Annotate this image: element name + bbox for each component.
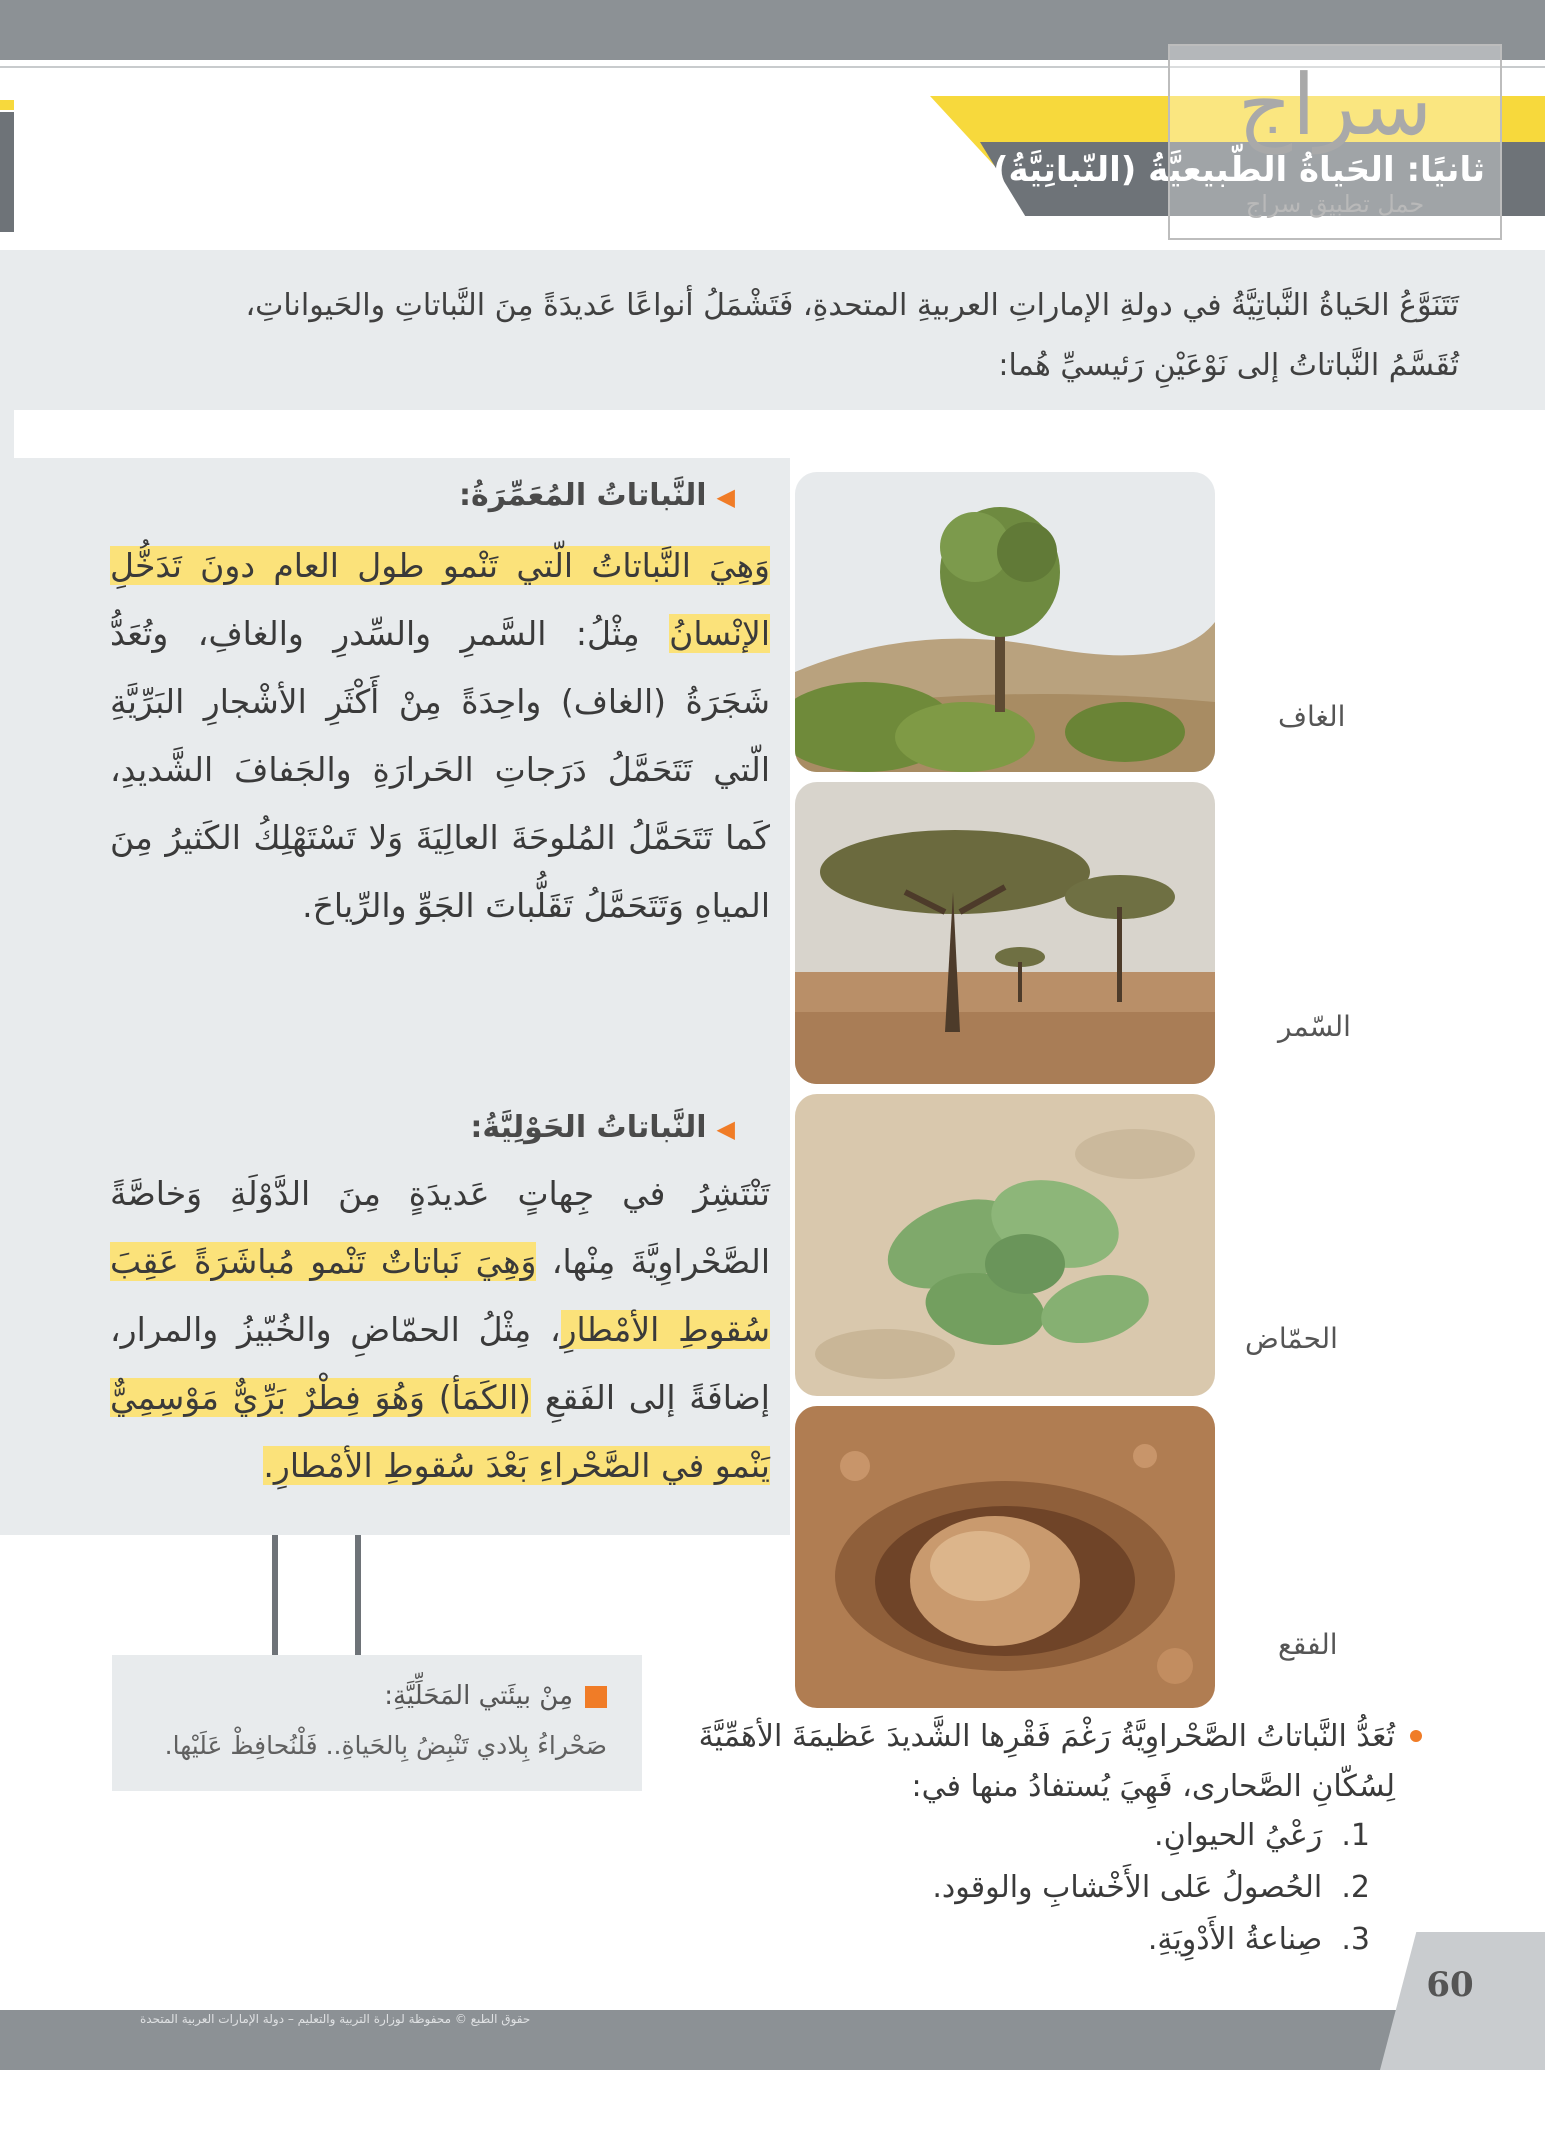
local-environment-text: صَحْراءُ بِلادي تَنْبِضُ بِالحَياةِ.. فَلْنُحافِظْ عَلَيْها. [164, 1731, 607, 1760]
list-item: 3. صِناعةُ الأَدْوِيَةِ. [1147, 1922, 1370, 1957]
intro-line-1: تَتَنَوَّعُ الحَياةُ النَّباتِيَّةُ في دولةِ الإماراتِ العربيةِ المتحدةِ، فَتَشْمَلُ أنواعًا عَديدَةً مِنَ النَّباتاتِ والحَيواناتِ، [245, 288, 1459, 323]
local-environment-title: مِنْ بيئَتي المَحَلِّيَّةِ: [384, 1681, 607, 1711]
caption-hummad: الحمّاض [1245, 1322, 1338, 1355]
copyright-text: حقوق الطبع © محفوظة لوزارة التربية والتعليم – دولة الإمارات العربية المتحدة [140, 2012, 531, 2026]
caption-ghaf: الغاف [1278, 700, 1346, 733]
hummad-plant-photo [795, 1094, 1215, 1396]
annual-highlight-1: وَهِيَ نَباتاتٌ تَنْمو مُباشَرَةً عَقِبَ سُقوطِ الأمْطارِ [110, 1242, 770, 1349]
watermark-subtitle: حمل تطبيق سراج [1245, 190, 1425, 218]
caption-samr: السّمر [1278, 1010, 1351, 1043]
local-environment-box [112, 1655, 642, 1791]
samr-tree-photo [795, 782, 1215, 1084]
intro-line-2: تُقَسَّمُ النَّباتاتُ إلى نَوْعَيْنِ رَئيسيِّ هُما: [998, 348, 1459, 383]
watermark-logo: سراج [1237, 56, 1433, 154]
samr-tree-illustration [795, 782, 1215, 1084]
triangle-bullet-icon: ◀ [716, 1115, 735, 1143]
importance-paragraph: تُعَدُّ النَّباتاتُ الصَّحْراوِيَّةُ رَغْمَ فَقْرِها الشَّديدَ عَظيمَةَ الأهَمِّيَّةَ لِسُكّانِ الصَّحارى، فَهِيَ يُستفادُ منها في: [698, 1719, 1395, 1804]
panel-notch [14, 410, 790, 458]
connector-line [355, 1535, 361, 1655]
annual-heading: ◀النَّباتاتُ الحَوْلِيَّةُ: [470, 1110, 735, 1145]
list-item: 1. رَعْيُ الحيوانِ. [1154, 1818, 1370, 1853]
left-accent-tab [0, 112, 14, 232]
intro-paragraph [79, 276, 1459, 396]
annual-paragraph [110, 1160, 770, 1500]
hummad-plant-illustration [795, 1094, 1215, 1396]
annual-highlight-2: (الكَمَأ) وَهُوَ فِطْرٌ بَرِّيٌّ مَوْسِمِيٌّ يَنْمو في الصَّحْراءِ بَعْدَ سُقوطِ الأمْطارِ. [110, 1378, 770, 1485]
ghaf-tree-illustration [795, 472, 1215, 772]
perennial-heading: ◀النَّباتاتُ المُعَمِّرَةُ: [459, 478, 735, 513]
bullet-dot-icon [1410, 1730, 1422, 1742]
perennial-text: مِثْلُ: السَّمرِ والسِّدرِ والغافِ، وتُعَدُّ شَجَرَةُ (الغاف) واحِدَةً مِنْ أَكْثَرِ الأشْجارِ البَرِّيَّةِ الّتي تَتَحَمَّلُ دَرَجاتِ الحَرارَةِ والجَفافَ الشَّديدِ، كَما تَتَحَمَّلُ المُلوحَةَ العالِيَةَ وَلا تَسْتَهْلِكُ الكَثيرُ مِنَ المياهِ وَتَتَحَمَّلُ تَقَلُّباتَ الجَوِّ والرِّياحَ. [110, 614, 770, 925]
faqa-truffle-illustration [795, 1406, 1215, 1708]
triangle-bullet-icon: ◀ [716, 483, 735, 511]
annual-text-1: تَنْتَشِرُ في جِهاتٍ عَديدَةٍ مِنَ الدَّوْلَةِ وَخاصَّةً الصَّحْراوِيَّةَ مِنْها، [110, 1174, 770, 1281]
connector-line [272, 1535, 278, 1655]
annual-text-2: ، مِثْلُ الحمّاضِ والخُبّيزُ والمرار، إضافَةً إلى الفَقعِ [110, 1310, 770, 1417]
perennial-highlight: وَهِيَ النَّباتاتُ الّتي تَنْمو طول العام دونَ تَدَخُّلِ الإنْسانُ [110, 546, 770, 653]
faqa-truffle-photo [795, 1406, 1215, 1708]
left-accent-yellow [0, 100, 14, 110]
section-title: ثانيًا: الحَياةُ الطّبيعيَّةُ (النّباتِيَّةُ) [993, 150, 1485, 190]
orange-square-icon [585, 1686, 607, 1708]
perennial-paragraph [110, 532, 770, 940]
page-number: 60 [1426, 1965, 1474, 2005]
caption-faqa: الفقع [1278, 1628, 1338, 1661]
ghaf-tree-photo [795, 472, 1215, 772]
list-item: 2. الحُصولُ عَلى الأَخْشابِ والوقود. [932, 1870, 1370, 1905]
